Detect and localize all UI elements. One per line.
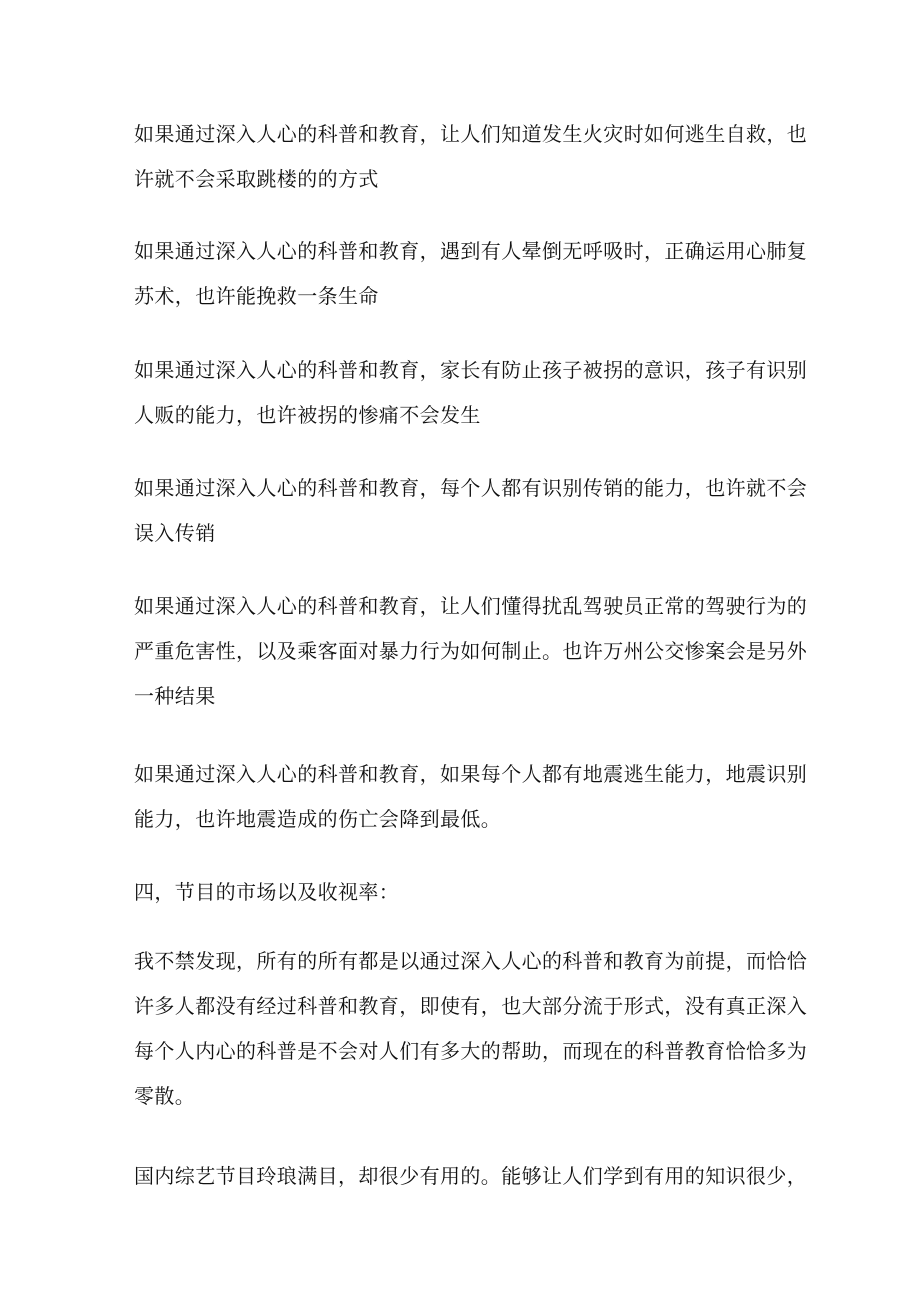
paragraph-cpr xyxy=(134,229,806,319)
paragraph-fire-escape xyxy=(134,112,806,202)
text-line: 如果通过深入人心的科普和教育，家长有防止孩子被拐的意识，孩子有识别 xyxy=(134,358,808,382)
text-line: 如果通过深入人心的科普和教育，让人们懂得扰乱驾驶员正常的驾驶行为的 xyxy=(134,594,808,618)
text-line: 如果通过深入人心的科普和教育，遇到有人晕倒无呼吸时，正确运用心肺复 xyxy=(134,239,808,263)
text-line: 每个人内心的科普是不会对人们有多大的帮助，而现在的科普教育恰恰多为 xyxy=(134,1039,808,1063)
paragraph-earthquake xyxy=(134,752,806,842)
text-line: 能力，也许地震造成的伤亡会降到最低。 xyxy=(134,807,502,831)
paragraph-discovery xyxy=(134,939,806,1119)
section-heading-market xyxy=(134,870,806,915)
paragraph-child-abduction xyxy=(134,348,806,438)
text-line: 许多人都没有经过科普和教育，即使有，也大部分流于形式，没有真正深入 xyxy=(134,994,808,1018)
text-line: 严重危害性，以及乘客面对暴力行为如何制止。也许万州公交惨案会是另外 xyxy=(134,639,808,663)
text-line: 一种结果 xyxy=(134,684,216,708)
text-line: 如果通过深入人心的科普和教育，让人们知道发生火灾时如何逃生自救，也 xyxy=(134,122,808,146)
text-line: 我不禁发现，所有的所有都是以通过深入人心的科普和教育为前提，而恰恰 xyxy=(134,949,808,973)
text-line: 误入传销 xyxy=(134,521,216,545)
paragraph-bus-incident xyxy=(134,584,806,719)
text-line: 苏术，也许能挽救一条生命 xyxy=(134,284,379,308)
paragraph-variety-shows xyxy=(134,1154,806,1199)
text-line: 四，节目的市场以及收视率： xyxy=(134,880,400,904)
text-line: 许就不会采取跳楼的的方式 xyxy=(134,167,379,191)
paragraph-pyramid-scheme xyxy=(134,466,806,556)
text-line: 国内综艺节目玲琅满目，却很少有用的。能够让人们学到有用的知识很少， xyxy=(134,1164,808,1188)
text-line: 人贩的能力，也许被拐的惨痛不会发生 xyxy=(134,403,481,427)
text-line: 零散。 xyxy=(134,1084,196,1108)
text-line: 如果通过深入人心的科普和教育，如果每个人都有地震逃生能力，地震识别 xyxy=(134,762,808,786)
text-line: 如果通过深入人心的科普和教育，每个人都有识别传销的能力，也许就不会 xyxy=(134,476,808,500)
